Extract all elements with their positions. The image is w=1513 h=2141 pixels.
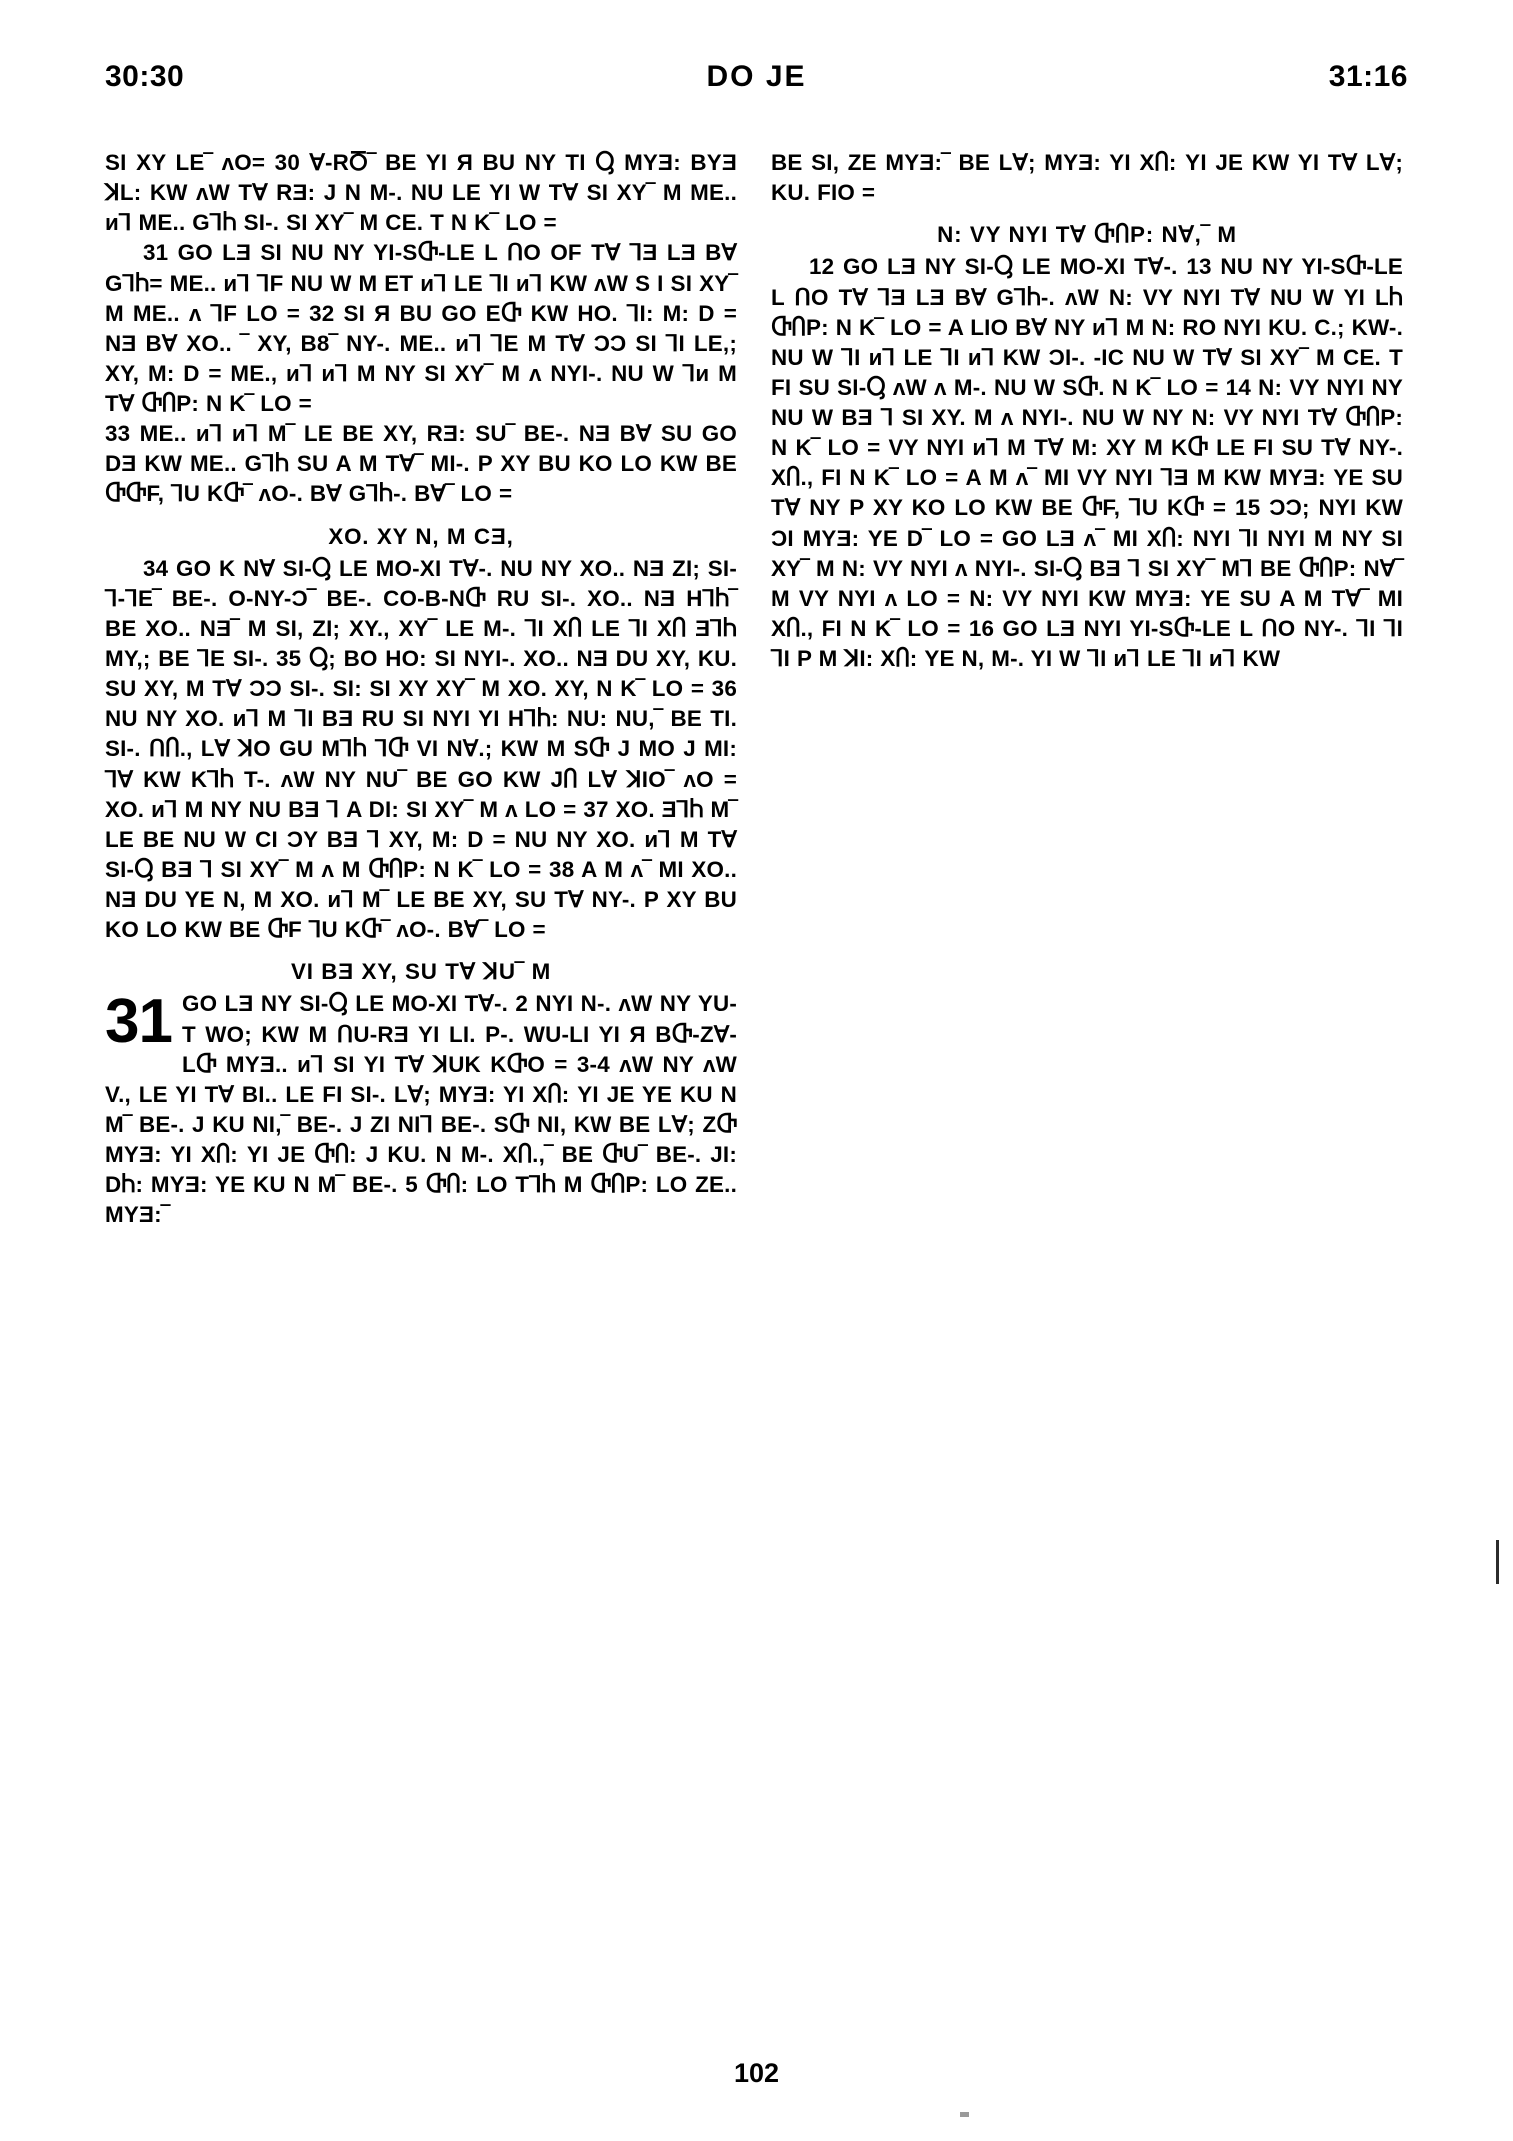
paragraph: GO LƎ NY SI-Ⴓ LE MO-XI T∀-. 2 NYI N-. ᴧW NY YU-T WO; KW M ꓵU-RƎ YI LI. P-. WU-LI YI Я BႧ-Z∀-LႧ MYƎ.. ᴎꓶ SI YI T∀ ꓘUK KႧO = 3-4 ᴧW NY ᴧW V., LE YI T∀ BI.. LE FI SI-. L∀; MYƎ: YI XႶ: YI JE YE KU N M‾ BE-. J KU NI,‾ BE-. J ZI NIꓶ BE-. SႧ NI, KW BE L∀; ZႧ MYƎ: YI XႶ: YI JE ႧႶ: J KU. N M-. XႶ.,‾ BE ႧU‾ BE-. JI: DႹ: MYƎ: YE KU N M‾ BE-. 5 ႧႶ: LO TꓶႹ M ႧႶP: LO ZE.. MYƎ:‾: [105, 991, 737, 1228]
paragraph: SI XY LE‾ ᴧO= 30 ∀-RႣ‾ BE YI Я BU NY TI Ⴓ MYƎ: BYƎ ꓘL: KW ᴧW T∀ RƎ: J N M-. NU LE YI W T∀ SI XY‾ M ME.. ᴎꓶ ME.. GꓶႹ SI-. SI XY‾ M CE. T N K‾ LO =: [105, 150, 737, 236]
paragraph: 34 GO K N∀ SI-Ⴓ LE MO-XI T∀-. NU NY XO.. NƎ ZI; SI-ꓶ-ꓶE‾ BE-. O-NY-Ɔ‾ BE-. CO-B-NႧ RU SI-. XO.. NƎ HꓶႹ‾ BE XO.. NƎ‾ M SI, ZI; XY., XY‾ LE M-. ꓶI XႶ LE ꓶI XႶ ƎꓶႹ MY,; BE ꓶE SI-. 35 Ⴓ; BO HO: SI NYI-. XO.. NƎ DU XY, KU. SU XY, M T∀ ƆƆ SI-. SI: SI XY XY‾ M XO. XY, N K‾ LO = 36 NU NY XO. ᴎꓶ M ꓶI BƎ RU SI NYI YI HꓶႹ: NU: NU,‾ BE TI. SI-. ꓵႶ., L∀ ꓘO GU MꓶႹ ꓶႧ VI N∀.; KW M SႧ J MO J MI: ꓶ∀ KW KꓶႹ T-. ᴧW NY NU‾ BE GO KW JႶ L∀ ꓘIO‾ ᴧO = XO. ᴎꓶ M NY NU BƎ ꓶ A DI: SI XY‾ M ᴧ LO = 37 XO. ƎꓶႹ M‾ LE BE NU W CI ƆY BƎ ꓶ XY, M: D = NU NY XO. ᴎꓶ M T∀ SI-Ⴓ BƎ ꓶ SI XY‾ M ᴧ M ႧႶP: N K‾ LO = 38 A M ᴧ‾ MI XO.. NƎ DU YE N, M XO. ᴎꓶ M‾ LE BE XY, SU T∀ NY-. P XY BU KO LO KW BE ႧF ꓶU KႧ‾ ᴧO-. B∀‾ LO =: [105, 555, 737, 943]
paragraph: 33 ME.. ᴎꓶ ᴎꓶ M‾ LE BE XY, RƎ: SU‾ BE-. NƎ B∀ SU GO DƎ KW ME.. GꓶႹ SU A M T∀‾ MI-. P XY BU KO LO KW BE ႧႧF, ꓶU KႧ‾ ᴧO-. B∀ GꓶႹ-. B∀‾ LO =: [105, 421, 737, 507]
page-number: 102: [733, 2058, 780, 2088]
right-column: [771, 148, 1403, 2011]
left-column: [105, 148, 737, 2011]
section-heading: VI BƎ XY, SU T∀ ꓘU‾ M: [290, 959, 552, 985]
header-book-title: DO JE: [706, 60, 807, 93]
page-edge-mark: [1496, 1540, 1499, 1584]
section-heading: N: VY NYI T∀ ႧႶP: N∀,‾ M: [937, 222, 1237, 248]
section-heading: XO. XY N, M CƎ,: [328, 523, 514, 549]
chapter-block: [105, 989, 737, 1230]
scan-speck: [960, 2112, 969, 2117]
header-right-reference: 31:16: [1328, 60, 1408, 93]
header-left-reference: 30:30: [105, 60, 185, 93]
chapter-number-dropcap: 31: [105, 987, 172, 1057]
paragraph: BE SI, ZE MYƎ:‾ BE L∀; MYƎ: YI XႶ: YI JE KW YI T∀ L∀; KU. FIO =: [771, 150, 1403, 206]
paragraph: 12 GO LƎ NY SI-Ⴓ LE MO-XI T∀-. 13 NU NY YI-SႧ-LE L ꓵO T∀ ꓶƎ LƎ B∀ GꓶႹ-. ᴧW N: VY NYI T∀ NU W YI LႹ ႧႶP: N K‾ LO = A LIO B∀ NY ᴎꓶ M N: RO NYI KU. C.; KW-. NU W ꓶI ᴎꓶ LE ꓶI ᴎꓶ KW ƆI-. -IC NU W T∀ SI XY‾ M CE. T FI SU SI-Ⴓ ᴧW ᴧ M-. NU W SႧ. N K‾ LO = 14 N: VY NYI NY NU W BƎ ꓶ SI XY. M ᴧ NYI-. NU W NY N: VY NYI T∀ ႧႶP: N K‾ LO = VY NYI ᴎꓶ M T∀ M: XY M KႧ LE FI SU T∀ NY-. XႶ., FI N K‾ LO = A M ᴧ‾ MI VY NYI ꓶƎ M KW MYƎ: YE SU T∀ NY P XY KO LO KW BE ႧF, ꓶU KႧ = 15 ƆƆ; NYI KW ƆI MYƎ: YE D‾ LO = GO LƎ ᴧ‾ MI XႶ: NYI ꓶI NYI M NY SI XY‾ M N: VY NYI ᴧ NYI-. SI-Ⴓ BƎ ꓶ SI XY‾ Mꓶ BE ႧႶP: N∀‾ M VY NYI ᴧ LO = N: VY NYI KW MYƎ: YE SU A M T∀‾ MI XႶ., FI N K‾ LO = 16 GO LƎ NYI YI-SႧ-LE L ꓵO NY-. ꓶI ꓶI ꓶI P M ꓘI: XႶ: YE N, M-. YI W ꓶI ᴎꓶ LE ꓶI ᴎꓶ KW: [771, 254, 1403, 671]
paragraph: 31 GO LƎ SI NU NY YI-SႧ-LE L ꓵO OF T∀ ꓶƎ LƎ B∀ GꓶႹ= ME.. ᴎꓶ ꓶF NU W M ET ᴎꓶ LE ꓶI ᴎꓶ KW ᴧW S I SI XY‾ M ME.. ᴧ ꓶF LO = 32 SI Я BU GO EႧ KW HO. ꓶI: M: D = NƎ B∀ XO.. ‾ XY, B8‾ NY-. ME.. ᴎꓶ ꓶE M T∀ ƆƆ SI ꓶI LE,; XY, M: D = ME., ᴎꓶ ᴎꓶ M NY SI XY‾ M ᴧ NYI-. NU W ꓶᴎ M T∀ ႧႶP: N K‾ LO =: [105, 240, 737, 416]
two-column-body: [105, 148, 1413, 2011]
page-header: [105, 60, 1408, 104]
